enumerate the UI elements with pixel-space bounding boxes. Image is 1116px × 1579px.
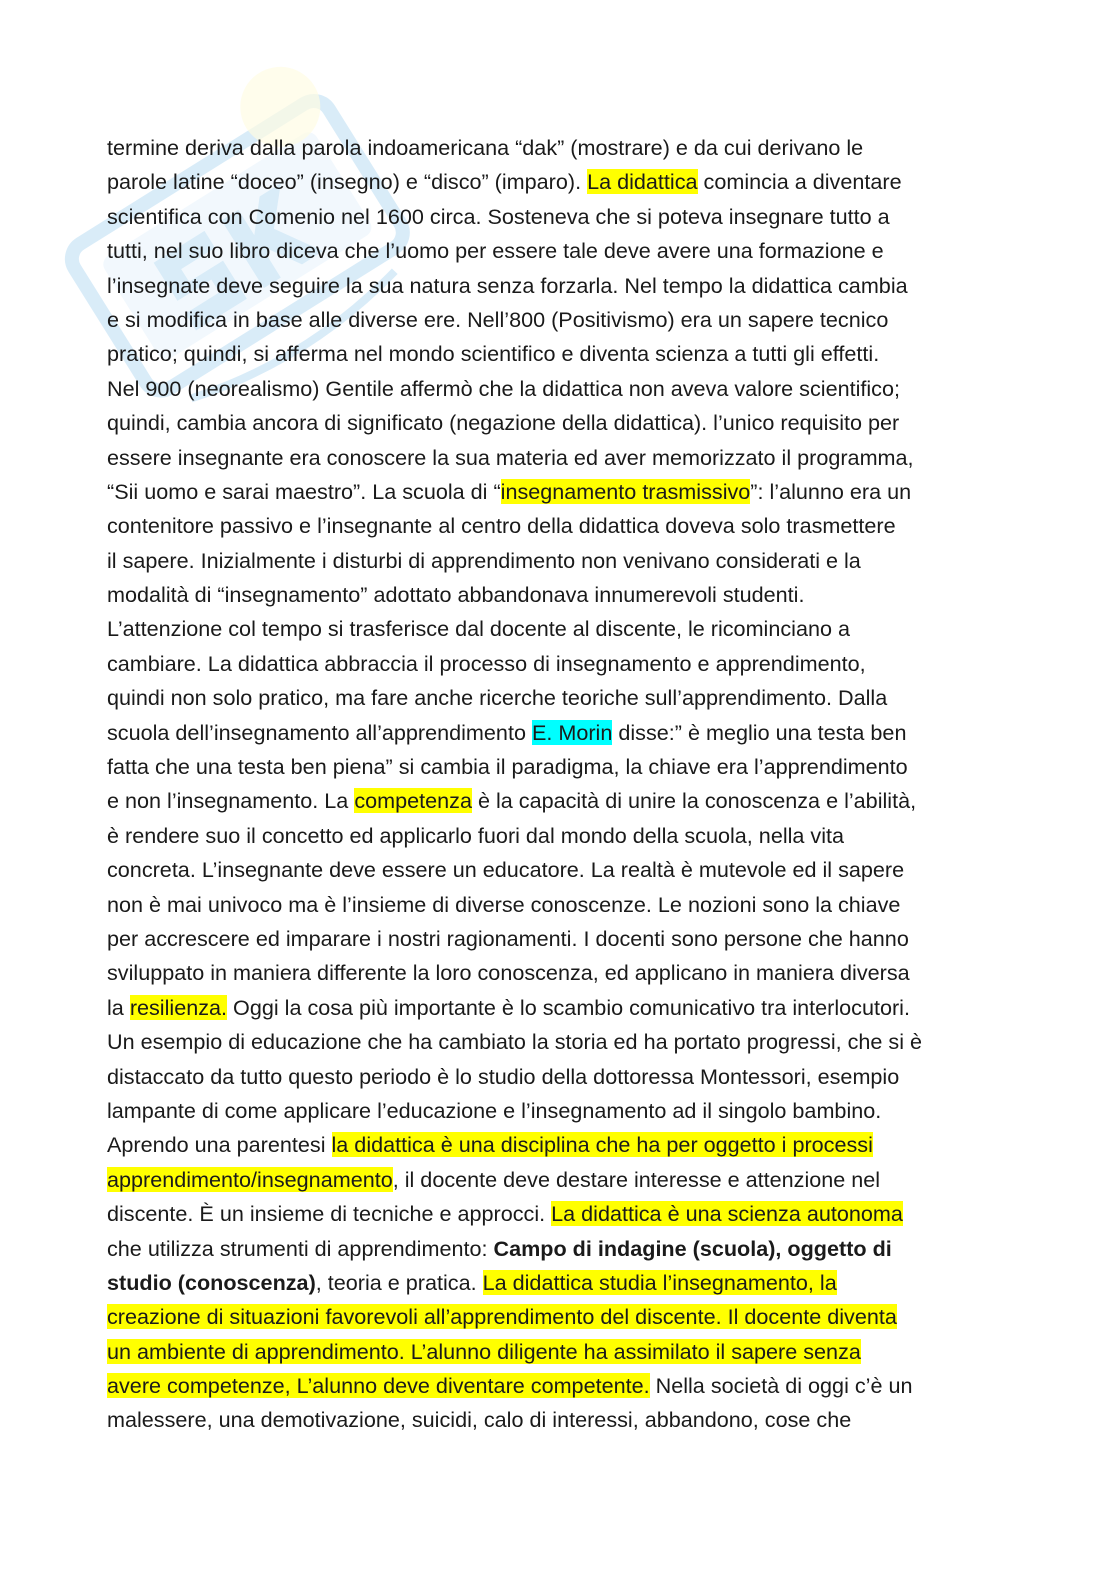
- text-run: la: [107, 994, 130, 1020]
- text-run: malessere, una demotivazione, suicidi, calo di interessi, abbandono, cose che: [107, 1407, 852, 1433]
- text-run: concreta. L’insegnante deve essere un educatore. La realtà è mutevole ed il sapere: [107, 857, 905, 883]
- highlighted-text-yellow: La didattica studia l’insegnamento, la: [482, 1269, 837, 1295]
- text-run: sviluppato in maniera differente la loro conoscenza, ed applicano in maniera diversa: [107, 960, 910, 986]
- text-line: [107, 1128, 1012, 1162]
- text-run: è rendere suo il concetto ed applicarlo fuori dal mondo della scuola, nella vita: [107, 822, 845, 848]
- text-run: Nella società di oggi c’è un: [649, 1373, 913, 1399]
- highlighted-text-yellow: un ambiente di apprendimento. L’alunno diligente ha assimilato il sapere senza: [107, 1338, 861, 1364]
- text-line: [107, 578, 1012, 612]
- highlighted-text-yellow: resilienza.: [129, 994, 228, 1020]
- text-line: [107, 1060, 1012, 1094]
- text-run: , il docente deve destare interesse e attenzione nel: [392, 1166, 881, 1192]
- text-line: [107, 1163, 1012, 1197]
- text-line: [107, 888, 1012, 922]
- text-run: distaccato da tutto questo periodo è lo studio della dottoressa Montessori, esempio: [107, 1063, 900, 1089]
- text-line: [107, 165, 1012, 199]
- text-run: e si modifica in base alle diverse ere. Nell’800 (Positivismo) era un sapere tecnico: [107, 306, 889, 332]
- text-run: termine deriva dalla parola indoamericana “dak” (mostrare) e da cui derivano le: [107, 135, 864, 160]
- text-line: [107, 681, 1012, 715]
- text-line: [107, 372, 1012, 406]
- text-run: “Sii uomo e sarai maestro”. La scuola di “: [107, 478, 501, 504]
- text-run: tutti, nel suo libro diceva che l’uomo per essere tale deve avere una formazione e: [107, 238, 884, 264]
- text-line: [107, 853, 1012, 887]
- text-run: Aprendo una parentesi: [107, 1132, 332, 1158]
- text-line: [107, 750, 1012, 784]
- text-line: [107, 131, 1012, 165]
- text-run: cambiare. La didattica abbraccia il processo di insegnamento e apprendimento,: [107, 650, 866, 676]
- text-run: L’attenzione col tempo si trasferisce dal docente al discente, le ricominciano a: [107, 616, 850, 642]
- highlighted-text-yellow: apprendimento/insegnamento: [107, 1166, 393, 1192]
- text-line: [107, 1335, 1012, 1369]
- text-run: non è mai univoco ma è l’insieme di diverse conoscenze. Le nozioni sono la chiave: [107, 891, 901, 917]
- text-run: Nel 900 (neorealismo) Gentile affermò che la didattica non aveva valore scientifico;: [107, 375, 900, 401]
- text-run: essere insegnante era conoscere la sua materia ed aver memorizzato il programma,: [107, 444, 914, 470]
- text-line: [107, 441, 1012, 475]
- text-line: [107, 1025, 1012, 1059]
- text-run: contenitore passivo e l’insegnante al centro della didattica doveva solo trasmettere: [107, 513, 896, 539]
- highlighted-text-yellow: competenza: [354, 788, 472, 814]
- text-line: [107, 234, 1012, 268]
- text-run: quindi non solo pratico, ma fare anche ricerche teoriche sull’apprendimento. Dalla: [107, 685, 888, 711]
- highlighted-text-yellow: La didattica: [587, 169, 698, 195]
- text-run: l’insegnate deve seguire la sua natura senza forzarla. Nel tempo la didattica cambia: [107, 272, 908, 298]
- text-line: [107, 269, 1012, 303]
- highlighted-text-yellow: creazione di situazioni favorevoli all’apprendimento del discente. Il docente diventa: [107, 1304, 897, 1330]
- text-run: Un esempio di educazione che ha cambiato la storia ed ha portato progressi, che si è: [107, 1029, 923, 1055]
- text-run: scientifica con Comenio nel 1600 circa. Sosteneva che si poteva insegnare tutto a: [107, 203, 890, 229]
- text-line: [107, 612, 1012, 646]
- text-run: fatta che una testa ben piena” si cambia il paradigma, la chiave era l’apprendimento: [107, 754, 908, 780]
- text-line: [107, 1197, 1012, 1231]
- bold-text: studio (conoscenza): [107, 1269, 316, 1295]
- text-run: disse:” è meglio una testa ben: [612, 719, 907, 745]
- text-line: [107, 647, 1012, 681]
- text-line: [107, 1094, 1012, 1128]
- text-run: per accrescere ed imparare i nostri ragionamenti. I docenti sono persone che hanno: [107, 925, 909, 951]
- text-run: parole latine “doceo” (insegno) e “disco” (imparo).: [107, 169, 588, 195]
- text-line: [107, 303, 1012, 337]
- highlighted-text-yellow: insegnamento trasmissivo: [500, 478, 751, 504]
- text-line: [107, 991, 1012, 1025]
- text-line: [107, 716, 1012, 750]
- highlighted-text-yellow: avere competenze, L’alunno deve diventare competente.: [107, 1373, 650, 1399]
- text-run: e non l’insegnamento. La: [107, 788, 355, 814]
- text-line: [107, 1300, 1012, 1334]
- text-line: [107, 200, 1012, 234]
- highlighted-text-cyan: E. Morin: [531, 719, 613, 745]
- text-run: modalità di “insegnamento” adottato abbandonava innumerevoli studenti.: [107, 582, 805, 608]
- text-run: , teoria e pratica.: [315, 1269, 483, 1295]
- text-run: che utilizza strumenti di apprendimento:: [107, 1235, 494, 1261]
- text-run: lampante di come applicare l’educazione e l’insegnamento ad il singolo bambino.: [107, 1097, 882, 1123]
- text-line: [107, 1369, 1012, 1403]
- text-run: Oggi la cosa più importante è lo scambio comunicativo tra interlocutori.: [227, 994, 910, 1020]
- text-run: discente. È un insieme di tecniche e approcci.: [107, 1201, 552, 1227]
- text-run: è la capacità di unire la conoscenza e l’abilità,: [471, 788, 917, 814]
- highlighted-text-yellow: la didattica è una disciplina che ha per oggetto i processi: [331, 1132, 873, 1158]
- text-line: [107, 337, 1012, 371]
- text-line: [107, 784, 1012, 818]
- text-run: il sapere. Inizialmente i disturbi di apprendimento non venivano considerati e la: [107, 547, 861, 573]
- text-run: pratico; quindi, si afferma nel mondo scientifico e diventa scienza a tutti gli effetti.: [107, 341, 880, 367]
- text-run: scuola dell’insegnamento all’apprendimento: [107, 719, 532, 745]
- text-run: quindi, cambia ancora di significato (negazione della didattica). l’unico requisito per: [107, 410, 900, 436]
- text-line: [107, 509, 1012, 543]
- text-line: [107, 922, 1012, 956]
- text-run: ”: l’alunno era un: [750, 478, 912, 504]
- text-line: [107, 475, 1012, 509]
- bold-text: Campo di indagine (scuola), oggetto di: [493, 1235, 892, 1261]
- text-run: comincia a diventare: [697, 169, 902, 195]
- text-line: [107, 406, 1012, 440]
- text-line: [107, 819, 1012, 853]
- text-line: [107, 1266, 1012, 1300]
- document-body-text: [107, 131, 1012, 1438]
- text-line: [107, 1403, 1012, 1437]
- highlighted-text-yellow: La didattica è una scienza autonoma: [551, 1201, 903, 1227]
- text-line: [107, 956, 1012, 990]
- text-line: [107, 544, 1012, 578]
- text-line: [107, 1232, 1012, 1266]
